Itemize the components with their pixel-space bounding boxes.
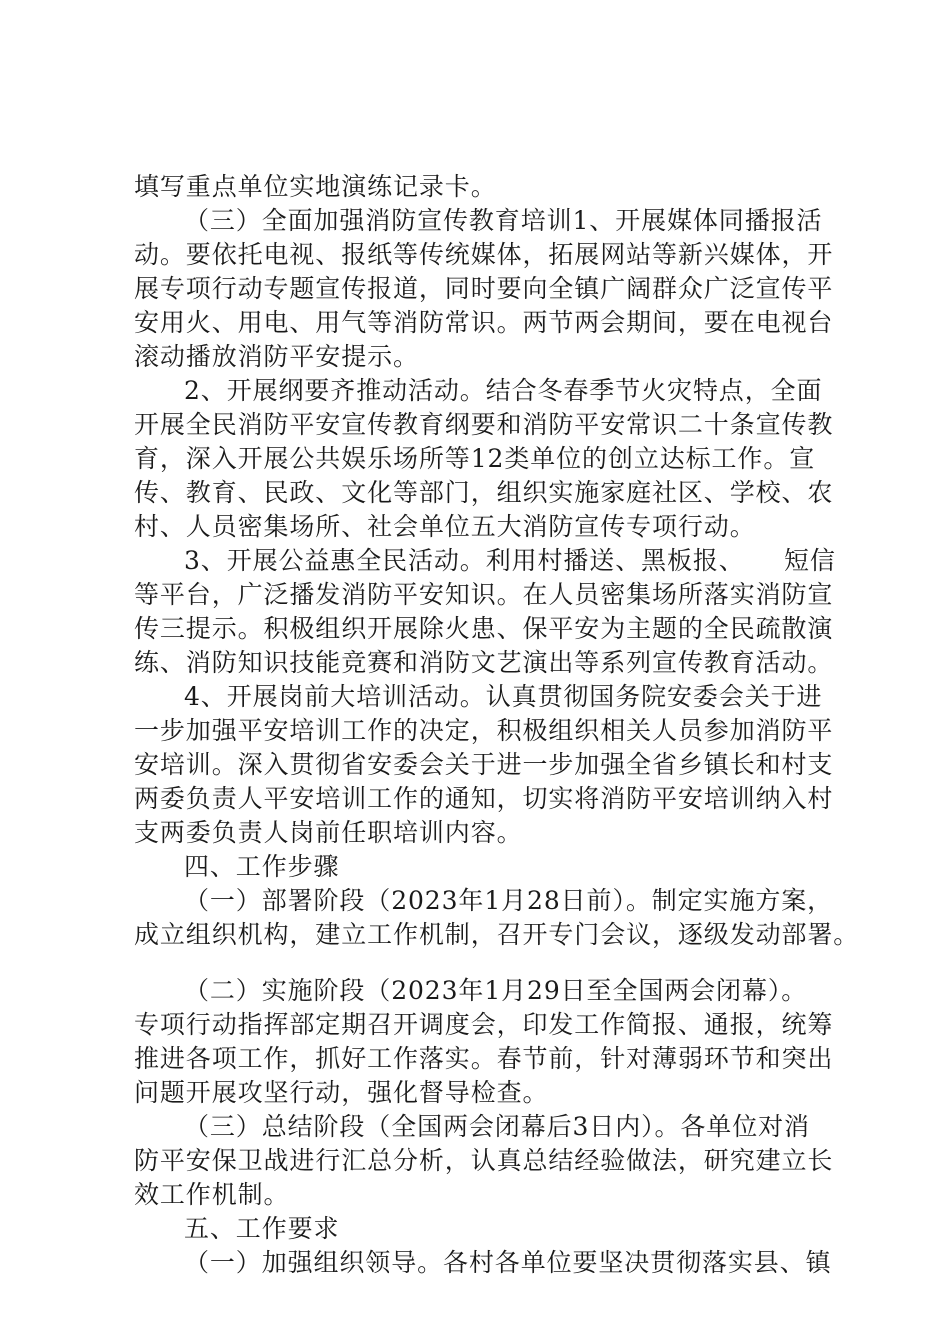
text-line: 支两委负责人岗前任职培训内容。 <box>134 818 523 847</box>
text-line: 村、人员密集场所、社会单位五大消防宣传专项行动。 <box>134 512 756 541</box>
text-line: 4、开展岗前大培训活动。认真贯彻国务院安委会关于进 <box>184 682 823 711</box>
text-line: 安用火、用电、用气等消防常识。两节两会期间，要在电视台 <box>134 308 834 337</box>
text-line: 安培训。深入贯彻省安委会关于进一步加强全省乡镇长和村支 <box>134 750 834 779</box>
text-line: 成立组织机构，建立工作机制，召开专门会议，逐级发动部署。 <box>134 920 860 949</box>
text-line: 2、开展纲要齐推动活动。结合冬春季节火灾特点，全面 <box>184 376 823 405</box>
text-line: 效工作机制。 <box>134 1180 290 1209</box>
text-line: 动。要依托电视、报纸等传统媒体，拓展网站等新兴媒体，开 <box>134 240 834 269</box>
text-line: 育，深入开展公共娱乐场所等12类单位的创立达标工作。宣 <box>134 444 816 473</box>
text-line: 等平台，广泛播发消防平安知识。在人员密集场所落实消防宣 <box>134 580 834 609</box>
text-line: 展专项行动专题宣传报道，同时要向全镇广阔群众广泛宣传平 <box>134 274 834 303</box>
text-line: 专项行动指挥部定期召开调度会，印发工作简报、通报，统筹 <box>134 1010 834 1039</box>
text-line: 传三提示。积极组织开展除火患、保平安为主题的全民疏散演 <box>134 614 834 643</box>
text-line: （一）部署阶段（2023年1月28日前）。制定实施方案， <box>184 886 834 915</box>
text-line: （三）全面加强消防宣传教育培训1、开展媒体同播报活 <box>184 206 823 235</box>
section-heading: 四、工作步骤 <box>184 852 340 881</box>
text-line: 问题开展攻坚行动，强化督导检查。 <box>134 1078 549 1107</box>
text-line: 传、教育、民政、文化等部门，组织实施家庭社区、学校、农 <box>134 478 834 507</box>
text-line: （二）实施阶段（2023年1月29日至全国两会闭幕）。 <box>184 976 808 1005</box>
text-line: 开展全民消防平安宣传教育纲要和消防平安常识二十条宣传教 <box>134 410 834 439</box>
text-line: （三）总结阶段（全国两会闭幕后3日内）。各单位对消 <box>184 1112 810 1141</box>
text-line: 3、开展公益惠全民活动。利用村播送、黑板报、 短信 <box>184 546 836 575</box>
text-line: 一步加强平安培训工作的决定，积极组织相关人员参加消防平 <box>134 716 834 745</box>
text-line: （一）加强组织领导。各村各单位要坚决贯彻落实县、镇 <box>184 1248 832 1277</box>
text-line: 滚动播放消防平安提示。 <box>134 342 419 371</box>
text-line: 填写重点单位实地演练记录卡。 <box>134 172 497 201</box>
section-heading: 五、工作要求 <box>184 1214 340 1243</box>
text-line: 推进各项工作，抓好工作落实。春节前，针对薄弱环节和突出 <box>134 1044 834 1073</box>
text-line: 防平安保卫战进行汇总分析，认真总结经验做法，研究建立长 <box>134 1146 834 1175</box>
text-line: 练、消防知识技能竞赛和消防文艺演出等系列宣传教育活动。 <box>134 648 834 677</box>
text-line: 两委负责人平安培训工作的通知，切实将消防平安培训纳入村 <box>134 784 834 813</box>
